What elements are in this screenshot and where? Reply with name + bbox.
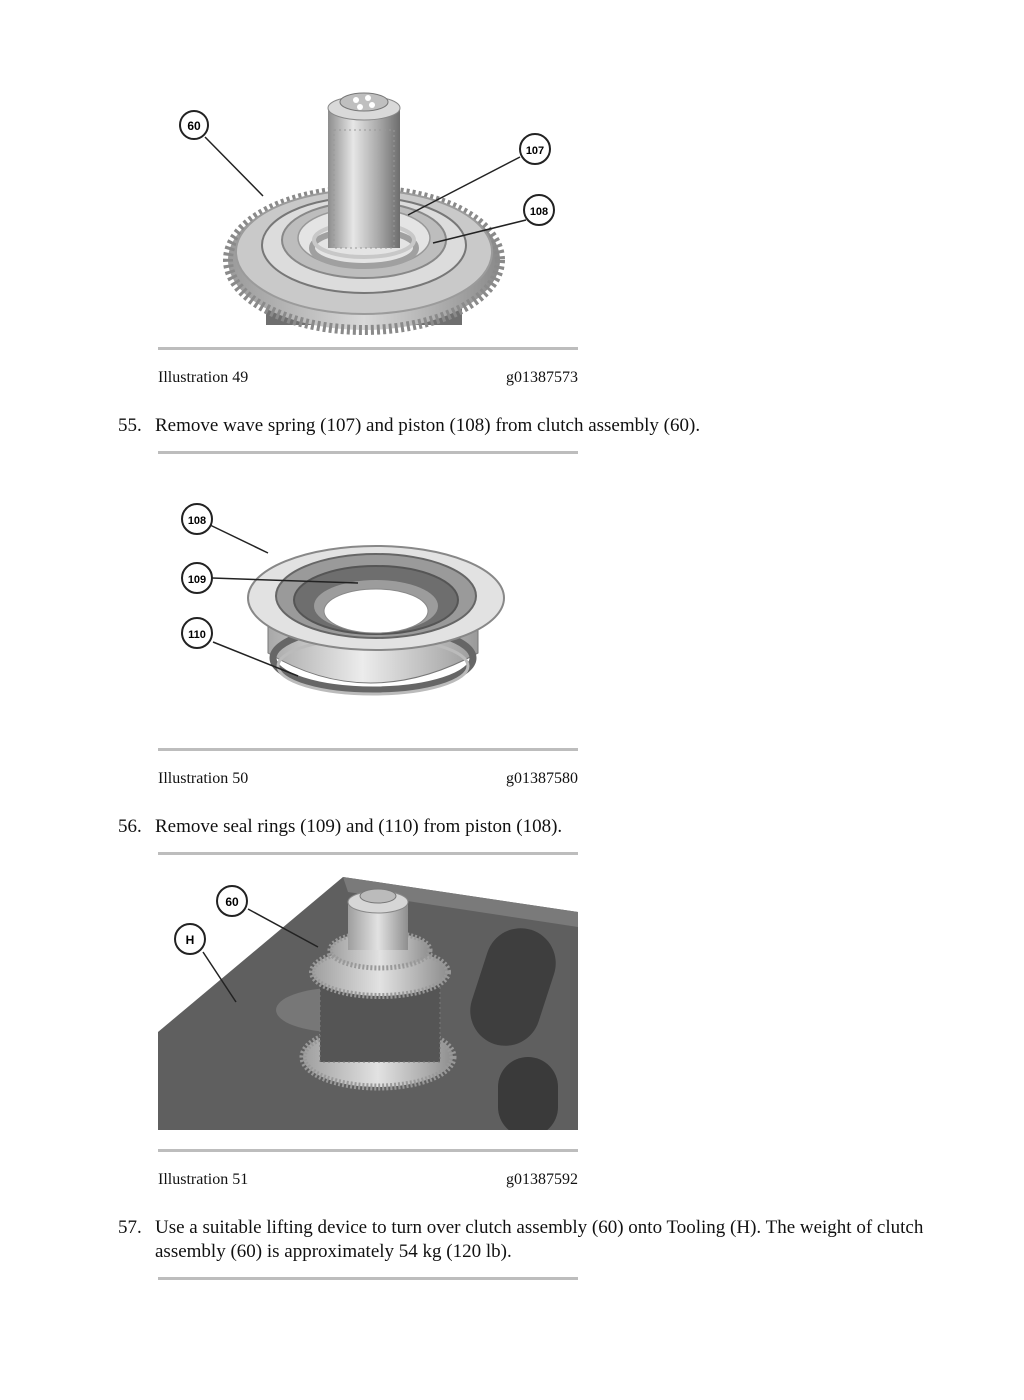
step-number: 57. bbox=[118, 1217, 142, 1238]
callout-110 bbox=[182, 618, 212, 648]
divider bbox=[158, 347, 578, 350]
callout-109 bbox=[182, 563, 212, 593]
illustration-label: Illustration 50 bbox=[158, 770, 249, 787]
step-text: Remove seal rings (109) and (110) from piston (108). bbox=[155, 816, 563, 837]
callout-60 bbox=[217, 886, 247, 916]
callout-107 bbox=[520, 134, 550, 164]
illustration-caption bbox=[158, 1170, 578, 1190]
graphic-code: g01387580 bbox=[506, 770, 578, 787]
svg-text:109: 109 bbox=[187, 574, 207, 586]
step-text: Remove wave spring (107) and piston (108) from clutch assembly (60). bbox=[155, 415, 701, 436]
illustration-50-image bbox=[158, 478, 578, 738]
step-text: Use a suitable lifting device to turn over clutch assembly (60) onto Tooling (H). The weight of clutch assembly (60) is approximately 54 kg (120 lb). bbox=[155, 1217, 924, 1262]
svg-text:110: 110 bbox=[188, 629, 206, 641]
divider bbox=[158, 852, 578, 855]
step-number: 56. bbox=[118, 816, 142, 837]
step-55 bbox=[118, 414, 938, 438]
callout-60 bbox=[180, 111, 208, 139]
step-number: 55. bbox=[118, 415, 142, 436]
svg-text:60: 60 bbox=[187, 119, 201, 133]
svg-text:60: 60 bbox=[225, 895, 239, 909]
svg-text:H: H bbox=[185, 933, 195, 947]
illustration-caption bbox=[158, 368, 578, 388]
graphic-code: g01387592 bbox=[506, 1171, 578, 1188]
step-57 bbox=[118, 1216, 938, 1264]
piston-drawing bbox=[210, 525, 504, 694]
callout-108 bbox=[182, 504, 212, 534]
svg-text:107: 107 bbox=[525, 145, 545, 157]
divider bbox=[158, 1149, 578, 1152]
step-56 bbox=[118, 815, 938, 839]
illustration-caption bbox=[158, 769, 578, 789]
graphic-code: g01387573 bbox=[506, 369, 578, 386]
divider bbox=[158, 748, 578, 751]
callout-h bbox=[175, 924, 205, 954]
svg-text:108: 108 bbox=[529, 206, 549, 218]
clutch-assembly-drawing bbox=[205, 93, 526, 330]
tooling-drawing bbox=[158, 877, 578, 1130]
divider bbox=[158, 1277, 578, 1280]
callout-108 bbox=[524, 195, 554, 225]
illustration-label: Illustration 51 bbox=[158, 1171, 249, 1188]
illustration-label: Illustration 49 bbox=[158, 369, 249, 386]
divider bbox=[158, 451, 578, 454]
illustration-51-image bbox=[158, 872, 578, 1130]
svg-text:108: 108 bbox=[187, 515, 207, 527]
illustration-49-image bbox=[158, 80, 578, 335]
